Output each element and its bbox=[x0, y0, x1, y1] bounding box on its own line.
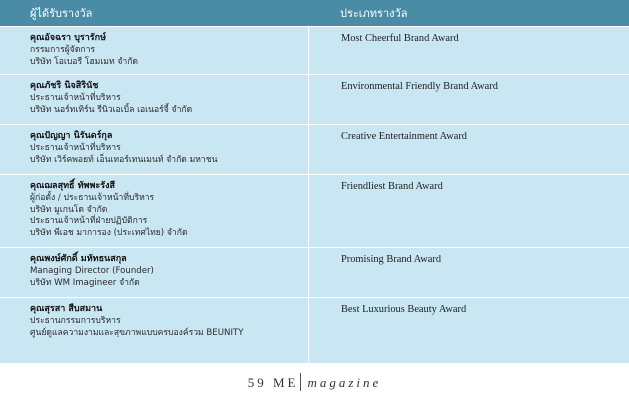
table-row bbox=[0, 74, 629, 124]
recipient-detail: ผู้ก่อตั้ง / ประธานเจ้าหน้าที่บริหาร bbox=[30, 192, 155, 203]
recipient-detail: บริษัท เวิร์คพอยท์ เอ็นเทอร์เทนเมนท์ จำกัด มหาชน bbox=[30, 154, 218, 165]
award-name: Most Cheerful Brand Award bbox=[341, 33, 459, 44]
recipient-cell bbox=[0, 27, 308, 74]
recipient-cell bbox=[0, 125, 308, 174]
recipient-detail: Managing Director (Founder) bbox=[30, 265, 154, 276]
table-header bbox=[0, 0, 629, 26]
page-number: 59 bbox=[247, 375, 267, 390]
recipient-detail: ประธานเจ้าหน้าที่บริหาร bbox=[30, 142, 121, 153]
magazine-suffix: magazine bbox=[307, 375, 382, 390]
recipient-detail: บริษัท โอเบอรี โฮมเมท จำกัด bbox=[30, 56, 138, 67]
award-name: Best Luxurious Beauty Award bbox=[341, 304, 467, 315]
table-row bbox=[0, 297, 629, 363]
header-award-type: ประเภทรางวัล bbox=[340, 7, 408, 20]
recipient-detail: บริษัท พีเอช มาการอง (ประเทศไทย) จำกัด bbox=[30, 228, 188, 239]
recipient-name: คุณภัชริ นิจสิรินัช bbox=[30, 81, 99, 91]
table-row bbox=[0, 247, 629, 297]
award-name: Environmental Friendly Brand Award bbox=[341, 81, 498, 92]
recipient-detail: บริษัท นอร์ทเทิร์น รีนิวเอเบิ้ล เอเนอร์จี้ จำกัด bbox=[30, 104, 193, 115]
table-row bbox=[0, 124, 629, 174]
footer-separator bbox=[300, 373, 301, 391]
recipient-cell bbox=[0, 248, 308, 297]
recipient-name: คุณอัจฉรา บุรารักษ์ bbox=[30, 33, 107, 43]
table-row bbox=[0, 174, 629, 247]
recipient-cell bbox=[0, 175, 308, 247]
recipient-cell bbox=[0, 298, 308, 363]
award-name: Creative Entertainment Award bbox=[341, 131, 467, 142]
header-recipient: ผู้ได้รับรางวัล bbox=[30, 7, 93, 20]
table-row bbox=[0, 26, 629, 74]
recipient-detail: กรรมการผู้จัดการ bbox=[30, 44, 96, 55]
page-footer bbox=[0, 373, 629, 391]
recipient-detail: บริษัท WM Imagineer จำกัด bbox=[30, 277, 140, 288]
recipient-name: คุณสุรสา สืบสมาน bbox=[30, 304, 103, 314]
recipient-detail: ประธานกรรมการบริหาร bbox=[30, 315, 121, 326]
recipient-name: คุณพงษ์ศักดิ์ มหัทธนสกุล bbox=[30, 254, 127, 264]
recipient-detail: ประธานเจ้าหน้าที่บริหาร bbox=[30, 92, 121, 103]
recipient-cell bbox=[0, 75, 308, 124]
recipient-detail: บริษัท มูเกนโด จำกัด bbox=[30, 204, 108, 215]
recipient-detail: ศูนย์ดูแลความงามและสุขภาพแบบครบองค์รวม BEUNITY bbox=[30, 327, 244, 338]
award-name: Promising Brand Award bbox=[341, 254, 442, 265]
magazine-prefix: ME bbox=[272, 375, 299, 390]
recipient-detail: ประธานเจ้าหน้าที่ฝ่ายปฏิบัติการ bbox=[30, 216, 148, 227]
recipient-name: คุณฌลสุทธิ์ ทัพพะรังสี bbox=[30, 181, 115, 191]
award-name: Friendliest Brand Award bbox=[341, 181, 443, 192]
recipient-name: คุณปัญญา นิรันดร์กุล bbox=[30, 131, 113, 141]
